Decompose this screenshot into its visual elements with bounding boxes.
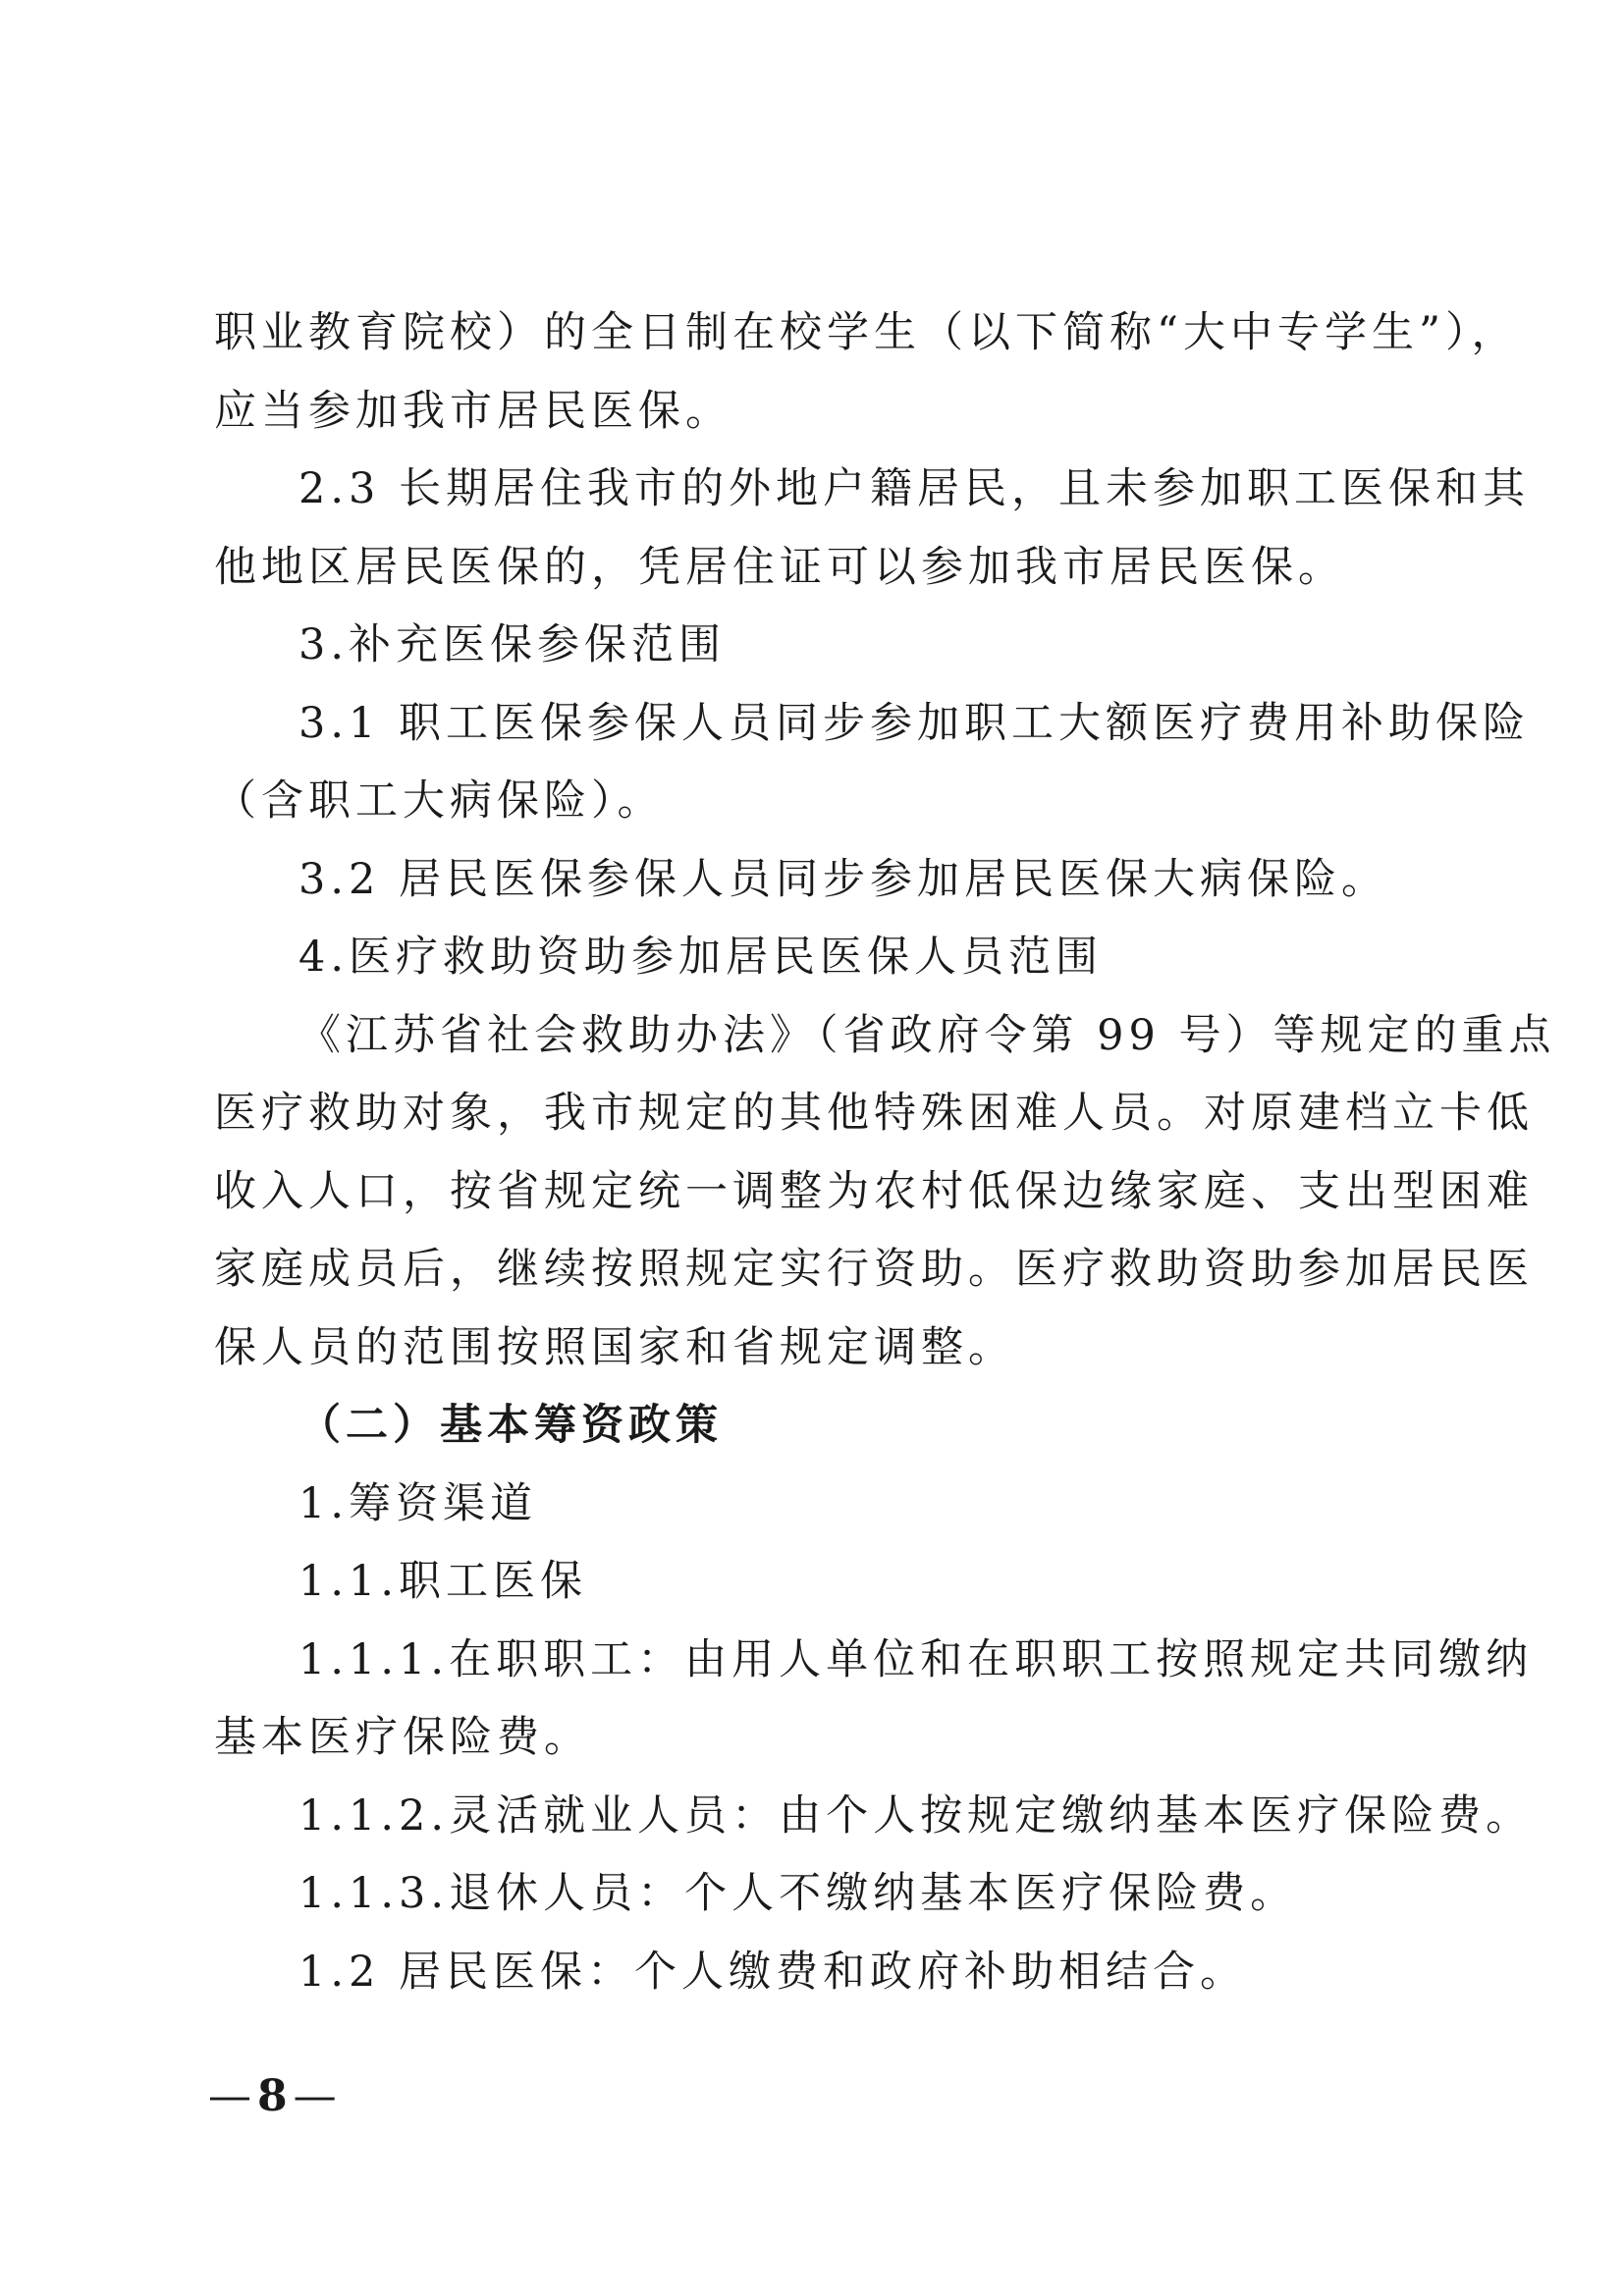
section-heading: 4.医疗救助资助参加居民医保人员范围 [298, 933, 1104, 982]
section-heading: 3.补充医保参保范围 [298, 620, 727, 669]
section-heading-bold: （二）基本筹资政策 [298, 1401, 723, 1450]
text-line: 他地区居民医保的，凭居住证可以参加我市居民医保。 [214, 542, 1345, 592]
text-line: 2.3 长期居住我市的外地户籍居民，且未参加职工医保和其 [298, 464, 1531, 513]
text-line: 家庭成员后，继续按照规定实行资助。医疗救助资助参加居民医 [214, 1245, 1534, 1294]
text-line: 1.1.1.在职职工：由用人单位和在职职工按照规定共同缴纳 [298, 1634, 1534, 1684]
page-number-footer [208, 2071, 337, 2121]
text-line: 1.1.2.灵活就业人员：由个人按规定缴纳基本医疗保险费。 [298, 1790, 1534, 1841]
page-dash-right: — [293, 2071, 337, 2121]
text-line: 保人员的范围按照国家和省规定调整。 [214, 1322, 1015, 1372]
section-heading: 1.1.职工医保 [298, 1557, 588, 1606]
page-dash-left: — [208, 2071, 251, 2121]
text-line: 1.1.3.退休人员：个人不缴纳基本医疗保险费。 [298, 1869, 1298, 1918]
section-heading: 1.筹资渠道 [298, 1478, 538, 1528]
text-line: 基本医疗保险费。 [214, 1713, 591, 1762]
document-body [214, 294, 1556, 2011]
text-line: 职业教育院校）的全日制在校学生（以下简称“大中专学生”）， [214, 308, 1519, 357]
text-line: 医疗救助对象，我市规定的其他特殊困难人员。对原建档立卡低 [214, 1089, 1534, 1138]
text-line: 《江苏省社会救助办法》（省政府令第 99 号）等规定的重点 [298, 1010, 1556, 1060]
text-line: （含职工大病保险）。 [214, 776, 665, 826]
page-number: 8 [257, 2071, 288, 2121]
text-line: 收入人口，按省规定统一调整为农村低保边缘家庭、支出型困难 [214, 1166, 1534, 1216]
text-line: 3.1 职工医保参保人员同步参加职工大额医疗费用补助保险 [298, 698, 1531, 748]
text-line: 1.2 居民医保：个人缴费和政府补助相结合。 [298, 1947, 1248, 1997]
text-line: 应当参加我市居民医保。 [214, 386, 732, 436]
text-line: 3.2 居民医保参保人员同步参加居民医保大病保险。 [298, 854, 1389, 904]
